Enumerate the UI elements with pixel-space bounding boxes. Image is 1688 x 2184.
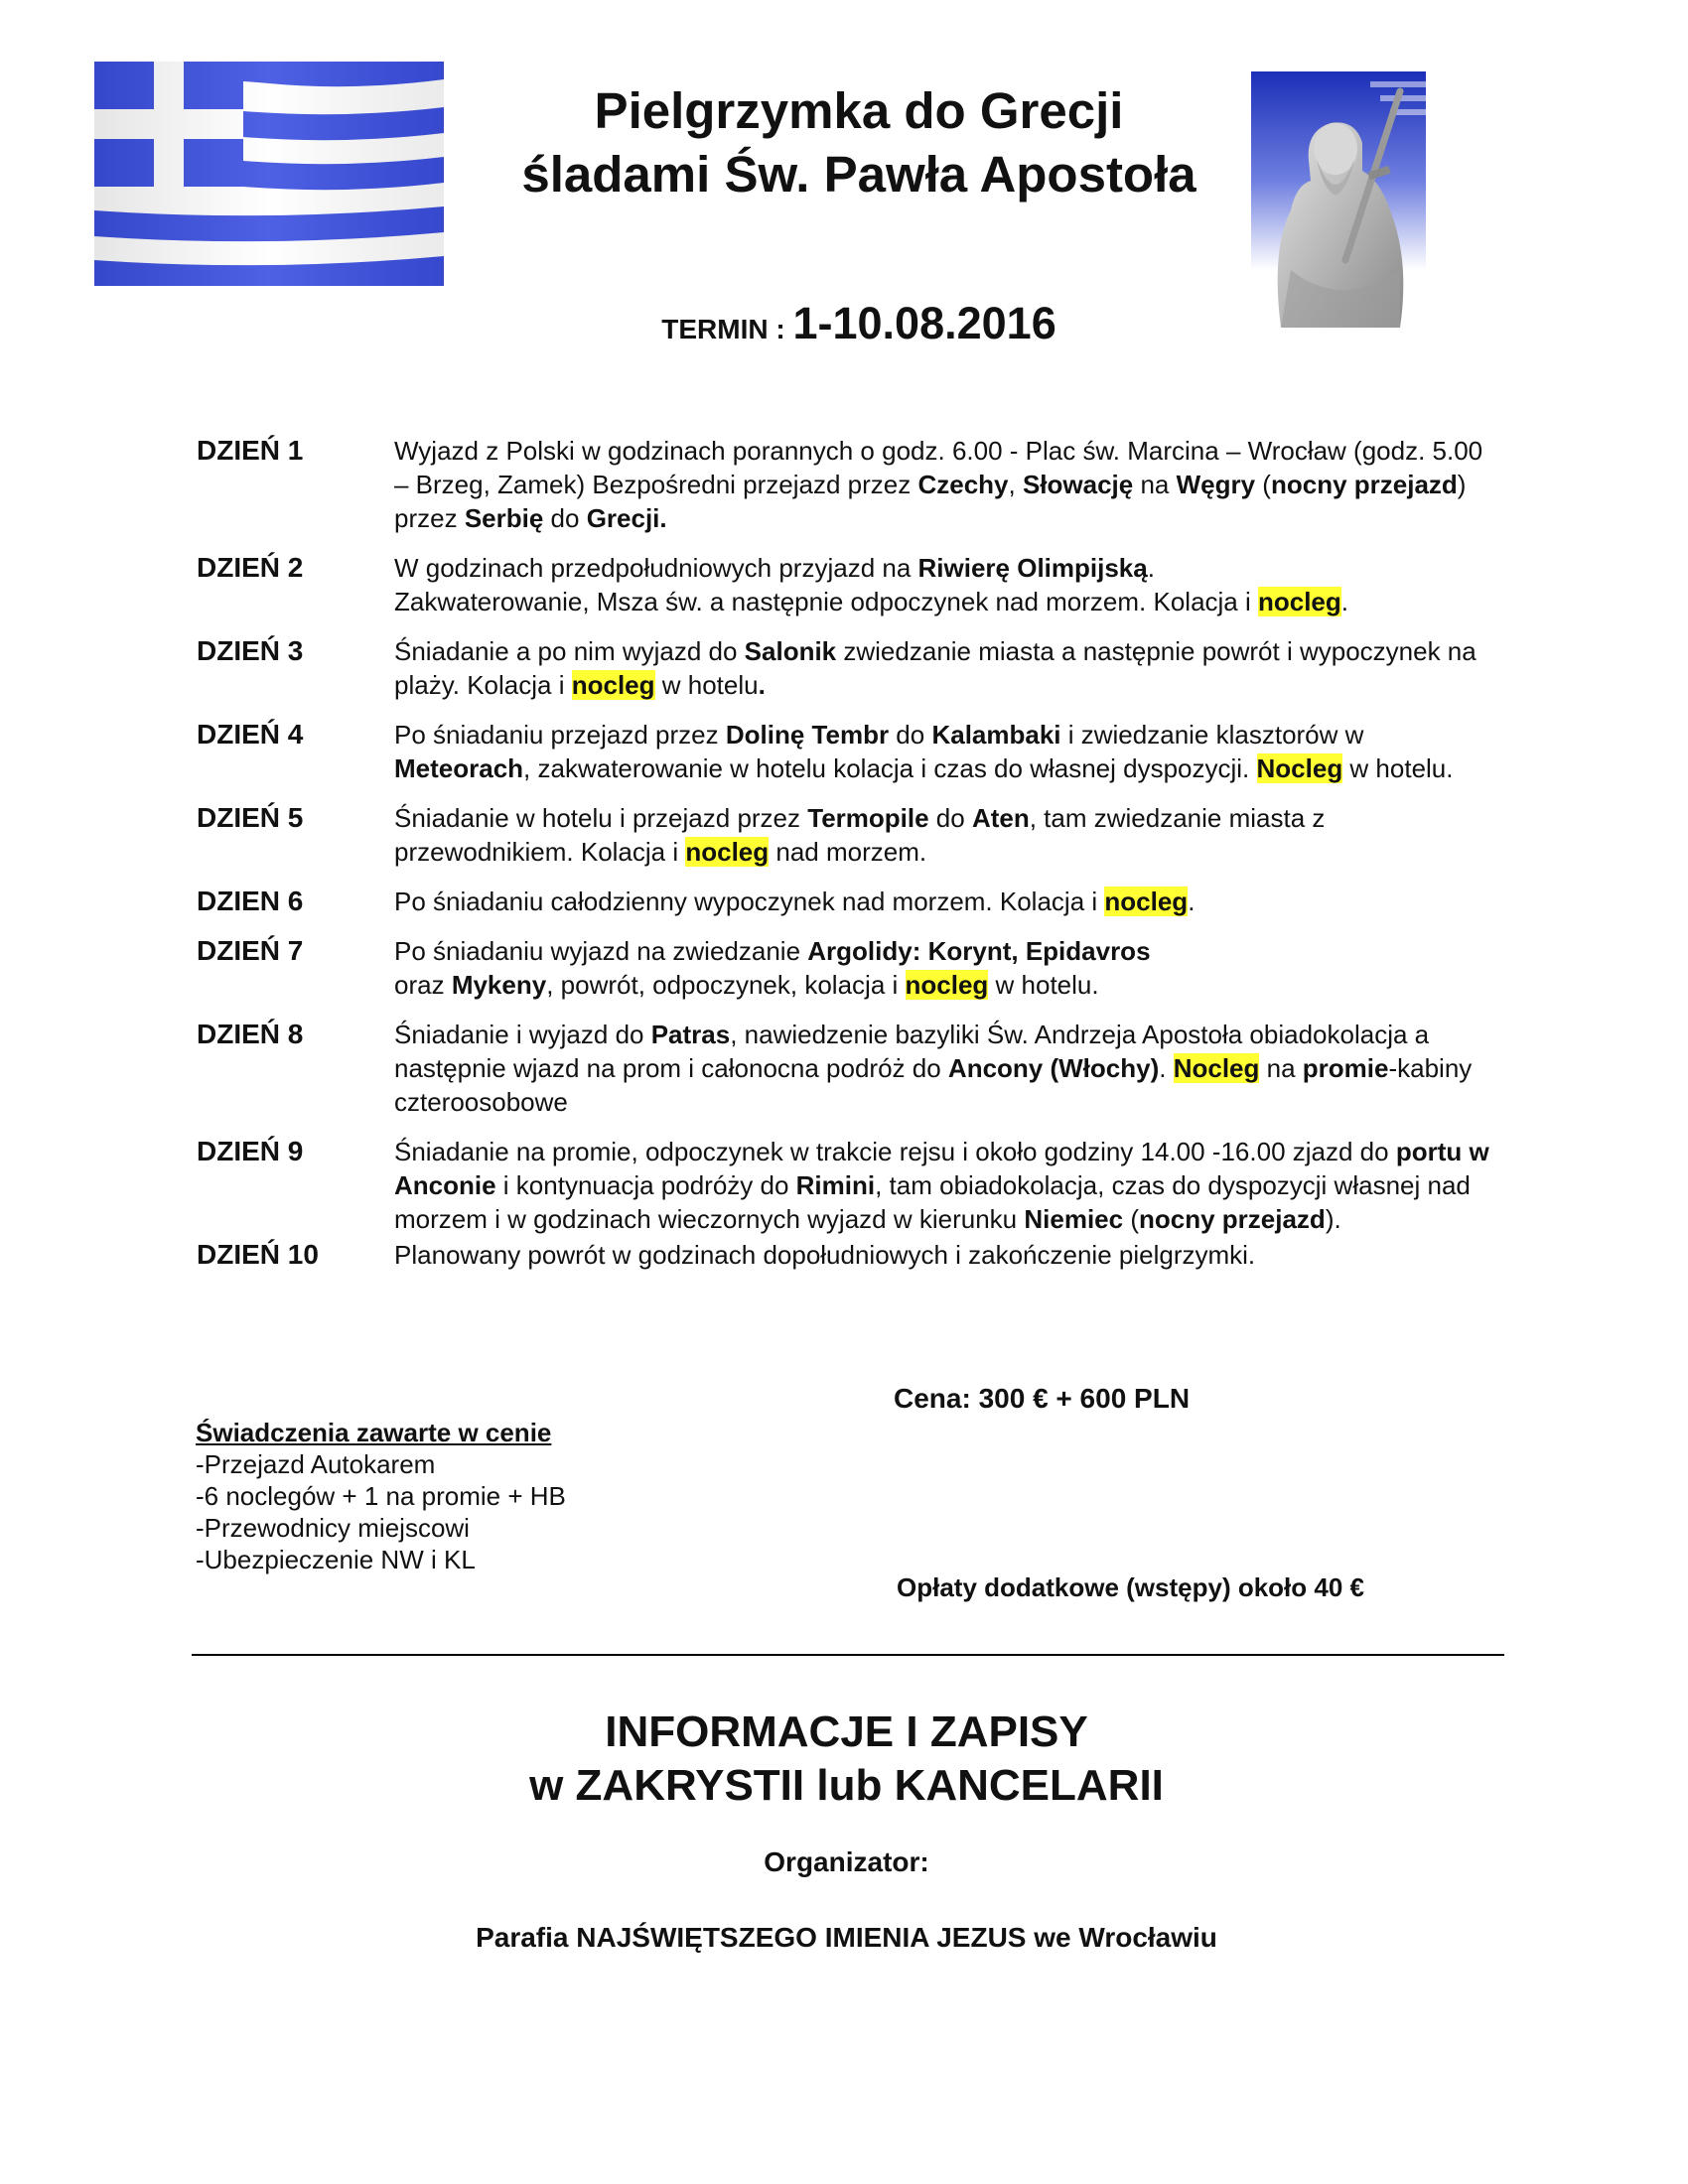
text-run: do (928, 803, 972, 833)
bold-text: Patras (650, 1020, 731, 1049)
overnight-highlight: nocleg (571, 670, 655, 700)
itinerary-day (197, 1018, 1507, 1119)
day-description (394, 885, 1496, 918)
text-run: w hotelu (654, 670, 759, 700)
bold-text: Aten (971, 803, 1030, 833)
overnight-highlight: Nocleg (1256, 753, 1343, 783)
included-item: -6 noclegów + 1 na promie + HB (196, 1481, 566, 1511)
text-run: Planowany powrót w godzinach dopołudniowych i zakończenie pielgrzymki. (394, 1240, 1256, 1270)
text-run: oraz (394, 970, 452, 1000)
bold-text: portu w Anconie (394, 1137, 1489, 1200)
itinerary-day (197, 1135, 1507, 1236)
bold-text: Termopile (807, 803, 929, 833)
bold-text: Słowację (1022, 470, 1134, 499)
day-label: DZIEŃ 2 (197, 552, 304, 583)
itinerary-day (197, 718, 1507, 785)
bold-text: Niemiec (1024, 1204, 1124, 1234)
day-label: DZIEŃ 10 (197, 1239, 319, 1270)
day-description (394, 434, 1496, 535)
text-run: Po śniadaniu całodzienny wypoczynek nad morzem. Kolacja i (394, 887, 1105, 916)
day-label: DZIEŃ 1 (197, 435, 304, 466)
included-services (196, 1417, 566, 1575)
info-line-1: INFORMACJE I ZAPISY (605, 1707, 1088, 1756)
overnight-highlight: Nocleg (1173, 1053, 1260, 1083)
overnight-highlight: nocleg (685, 837, 770, 867)
text-run: ( (1123, 1204, 1139, 1234)
trip-dates (437, 298, 1281, 349)
text-run: Śniadanie na promie, odpoczynek w trakcie rejsu i około godziny 14.00 -16.00 zjazd do (394, 1137, 1396, 1166)
text-run: , powrót, odpoczynek, kolacja i (546, 970, 906, 1000)
day-description (394, 634, 1496, 702)
text-run: w hotelu. (1342, 753, 1454, 783)
text-run: do (543, 503, 587, 533)
day-description (394, 551, 1496, 618)
overnight-highlight: nocleg (1257, 587, 1341, 616)
text-run: . (1147, 553, 1155, 583)
text-run: Po śniadaniu przejazd przez (394, 720, 726, 750)
overnight-highlight: nocleg (905, 970, 989, 1000)
extra-fees: Opłaty dodatkowe (wstępy) około 40 € (897, 1572, 1364, 1602)
text-run: do (889, 720, 932, 750)
itinerary-day (197, 634, 1507, 702)
day-label: DZIEŃ 9 (197, 1136, 304, 1166)
bold-text: nocny przejazd (1138, 1204, 1326, 1234)
itinerary-day (197, 551, 1507, 618)
termin-label: TERMIN : (661, 314, 793, 344)
itinerary-day (197, 885, 1507, 918)
day-description (394, 801, 1496, 869)
text-run: w hotelu. (988, 970, 1099, 1000)
day-label: DZIEŃ 7 (197, 935, 304, 966)
bold-text: . (758, 670, 766, 700)
text-run: na (1259, 1053, 1303, 1083)
text-run: . (1159, 1053, 1174, 1083)
text-run: na (1133, 470, 1177, 499)
text-run: Śniadanie a po nim wyjazd do (394, 636, 745, 666)
itinerary-day (197, 1238, 1507, 1272)
bold-text: Grecji. (586, 503, 667, 533)
bold-text: Serbię (464, 503, 544, 533)
bold-text: Dolinę Tembr (725, 720, 890, 750)
greek-flag-image (94, 62, 444, 286)
bold-text: Mykeny (451, 970, 547, 1000)
text-run: . (1340, 587, 1349, 616)
price: Cena: 300 € + 600 PLN (894, 1383, 1191, 1414)
parish-name: Parafia NAJŚWIĘTSZEGO IMIENIA JEZUS we Wrocławiu (476, 1922, 1217, 1953)
text-run: , tam obiadokolacja, czas do dyspozycji własnej nad morzem i w godzinach wieczornych wyjazd w kierunku (394, 1170, 1471, 1234)
text-run: i zwiedzanie klasztorów w (1060, 720, 1364, 750)
text-run: , (1008, 470, 1023, 499)
itinerary-day (197, 434, 1507, 535)
text-run: Po śniadaniu wyjazd na zwiedzanie (394, 936, 808, 966)
bold-text: Czechy (917, 470, 1009, 499)
text-run: , tam zwiedzanie miasta z przewodnikiem. Kolacja i (394, 803, 1326, 867)
day-label: DZIEŃ 4 (197, 719, 304, 750)
termin-date: 1-10.08.2016 (792, 298, 1056, 348)
overnight-highlight: nocleg (1104, 887, 1189, 916)
day-description (394, 934, 1496, 1002)
included-title: Świadczenia zawarte w cenie (196, 1418, 552, 1447)
text-run: ( (1255, 470, 1271, 499)
day-label: DZIEŃ 5 (197, 802, 304, 833)
bold-text: Ancony (Włochy) (947, 1053, 1160, 1083)
bold-text: promie (1302, 1053, 1389, 1083)
text-run: nad morzem. (769, 837, 927, 867)
text-run: ). (1325, 1204, 1341, 1234)
bold-text: Meteorach (394, 753, 524, 783)
bold-text: Rimini (795, 1170, 876, 1200)
day-description (394, 1238, 1496, 1272)
info-heading (248, 1706, 1445, 1813)
text-run: , nawiedzenie bazyliki Św. Andrzeja Apostoła obiadokolacja a następnie wjazd na prom i całonocna podróż do (394, 1020, 1430, 1083)
day-label: DZIEŃ 8 (197, 1019, 304, 1049)
day-label: DZIEŃ 3 (197, 635, 304, 666)
text-run: ) przez (394, 470, 1467, 533)
text-run: Śniadanie i wyjazd do (394, 1020, 651, 1049)
bold-text: nocny przejazd (1270, 470, 1458, 499)
organizer-label: Organizator: (764, 1846, 929, 1877)
bold-text: Argolidy: Korynt, Epidavros (807, 936, 1151, 966)
itinerary-day (197, 801, 1507, 869)
text-run: Śniadanie w hotelu i przejazd przez (394, 803, 808, 833)
divider (192, 1654, 1504, 1656)
day-description (394, 1135, 1496, 1236)
info-line-2: w ZAKRYSTII lub KANCELARII (529, 1761, 1164, 1810)
day-description (394, 1018, 1496, 1119)
itinerary (197, 434, 1507, 1288)
text-run: i kontynuacja podróży do (495, 1170, 796, 1200)
text-run: , zakwaterowanie w hotelu kolacja i czas do własnej dyspozycji. (523, 753, 1257, 783)
text-run: Wyjazd z Polski w godzinach porannych o godz. 6.00 - Plac św. Marcina – Wrocław (godz. 5.00 – Brzeg, Zamek) Bezpośredni przejazd przez (394, 436, 1483, 499)
bold-text: Salonik (744, 636, 837, 666)
included-item: -Przejazd Autokarem (196, 1449, 436, 1479)
text-run: -kabiny czteroosobowe (394, 1053, 1473, 1117)
title-line-1: Pielgrzymka do Grecji (594, 82, 1124, 139)
included-item: -Ubezpieczenie NW i KL (196, 1545, 476, 1574)
included-item: -Przewodnicy miejscowi (196, 1513, 470, 1543)
text-run: zwiedzanie miasta a następnie powrót i wypoczynek na plaży. Kolacja i (394, 636, 1477, 700)
day-label: DZIEN 6 (197, 886, 304, 916)
day-description (394, 718, 1496, 785)
title-line-2: śladami Św. Pawła Apostoła (521, 146, 1196, 203)
text-run: W godzinach przedpołudniowych przyjazd na (394, 553, 918, 583)
text-run: Zakwaterowanie, Msza św. a następnie odpoczynek nad morzem. Kolacja i (394, 587, 1258, 616)
text-run: . (1188, 887, 1196, 916)
itinerary-day (197, 934, 1507, 1002)
document-title (437, 79, 1281, 206)
bold-text: Kalambaki (931, 720, 1061, 750)
bold-text: Riwierę Olimpijską (917, 553, 1148, 583)
bold-text: Węgry (1176, 470, 1256, 499)
